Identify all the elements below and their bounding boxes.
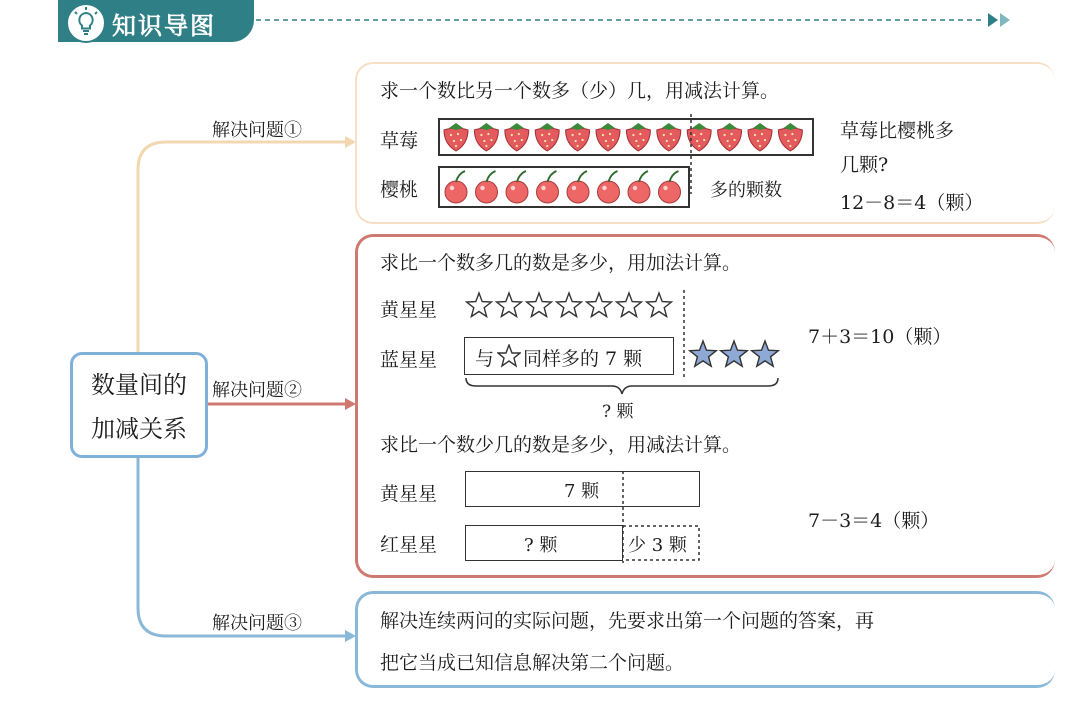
yellow-star-icon <box>557 293 582 317</box>
blue-star-icons <box>688 338 784 372</box>
box1-equation: 12－8＝4（颗） <box>840 192 984 214</box>
strawberry-icon <box>657 123 681 151</box>
blue-star-icon <box>690 341 717 366</box>
yellow-star-icon <box>467 293 492 317</box>
strawberry-icon <box>596 123 620 151</box>
cherry-icon <box>476 171 498 203</box>
branch-label-3: 解决问题③ <box>212 613 302 634</box>
yellow-star-icon <box>497 293 522 317</box>
strawberry-icon <box>778 123 802 151</box>
box1-question-line1: 草莓比樱桃多 <box>840 120 955 142</box>
same-prefix: 与 <box>475 348 495 370</box>
total-brace <box>464 376 780 398</box>
box2-yellow-label: 黄星星 <box>380 299 438 321</box>
box-problem-2 <box>355 234 1055 578</box>
central-topic-line2: 加减关系 <box>91 415 187 443</box>
box2-blue-label: 蓝星星 <box>380 349 438 371</box>
yellow-bar <box>465 471 700 507</box>
box3-line2: 把它当成已知信息解决第二个问题。 <box>380 652 685 674</box>
box2-yellow-label-b: 黄星星 <box>380 483 438 505</box>
central-topic-line1: 数量间的 <box>91 371 187 399</box>
box1-question-line2: 几颗? <box>840 154 889 176</box>
strawberry-icon <box>535 123 559 151</box>
box1-rule: 求一个数比另一个数多（少）几，用减法计算。 <box>380 80 780 102</box>
cherry-icon <box>628 171 650 203</box>
total-label: ? 颗 <box>602 402 634 422</box>
strawberry-icon <box>474 123 498 151</box>
cherry-row <box>438 166 690 208</box>
branch-label-1: 解决问题① <box>212 120 302 141</box>
box2-divider-line <box>682 290 686 378</box>
box2-equation-add: 7＋3＝10（颗） <box>808 326 952 348</box>
cherry-icon <box>598 171 620 203</box>
strawberry-icon <box>748 123 772 151</box>
same-suffix: 同样多的 7 颗 <box>523 348 643 370</box>
strawberry-icon <box>444 123 468 151</box>
blue-star-icon <box>721 341 748 366</box>
box2-red-label: 红星星 <box>380 534 438 556</box>
box3-line1: 解决连续两问的实际问题，先要求出第一个问题的答案，再 <box>380 610 875 632</box>
cherry-icon <box>537 171 559 203</box>
strawberry-icon <box>718 123 742 151</box>
cherry-icon <box>659 171 681 203</box>
yellow-star-icon <box>617 293 642 317</box>
strawberry-icons <box>440 120 812 154</box>
box2-equation-subtract: 7－3＝4（颗） <box>808 510 940 532</box>
box2-rule-subtract: 求比一个数少几的数是多少，用减法计算。 <box>380 434 742 456</box>
yellow-star-icons <box>465 290 680 322</box>
outline-star-icon <box>497 344 521 368</box>
strawberry-icon <box>626 123 650 151</box>
same-as-yellow-box <box>464 337 674 375</box>
box2-rule-add: 求比一个数多几的数是多少，用加法计算。 <box>380 252 742 274</box>
page-title: 知识导图 <box>112 12 216 40</box>
yellow-star-icon <box>647 293 672 317</box>
box1-diff-label: 多的颗数 <box>710 180 782 201</box>
yellow-bar-text: 7 颗 <box>564 481 600 502</box>
cherry-icon <box>567 171 589 203</box>
box1-cherry-label: 樱桃 <box>380 179 419 201</box>
strawberry-icon <box>505 123 529 151</box>
red-bar-text: ? 颗 <box>524 535 558 556</box>
blue-star-icon <box>752 341 779 366</box>
yellow-star-icon <box>587 293 612 317</box>
box1-strawberry-label: 草莓 <box>380 130 419 152</box>
red-bar <box>465 525 623 561</box>
cherry-icon <box>445 171 467 203</box>
strawberry-row <box>438 118 814 156</box>
cherry-icons <box>440 168 688 206</box>
yellow-star-icon <box>527 293 552 317</box>
branch-label-2: 解决问题② <box>212 380 302 401</box>
less-text: 少 3 颗 <box>628 535 687 556</box>
strawberry-icon <box>566 123 590 151</box>
central-topic <box>70 352 208 458</box>
cherry-icon <box>506 171 528 203</box>
